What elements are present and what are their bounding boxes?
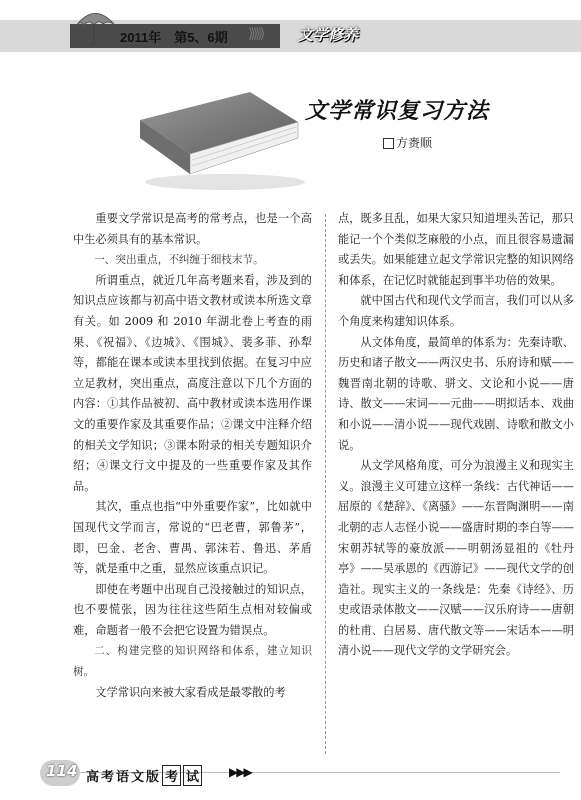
paragraph: 从文学风格角度，可分为浪漫主义和现实主义。浪漫主义可建立这样一条线：古代神话——屈原的《楚辞》、《离骚》——东晋陶渊明——南北朝的志人志怪小说——盛唐时期的李白等——宋朝苏轼等的豪放派——明朝汤显祖的《牡丹亭》——吴承恩的《西游记》——现代文学的创造社。现实主义的一条线是：先秦《诗经》、历史或语录体散文——汉赋——汉乐府诗——唐朝的杜甫、白居易、唐代散文等——宋话本——明清小说——现代文学的文学研究会。 <box>338 459 574 658</box>
paragraph: 从文体角度，最简单的体系为：先秦诗歌、历史和诸子散文——两汉史书、乐府诗和赋——魏晋南北朝的诗歌、骈文、文论和小说——唐诗、散文——宋词——元曲——明拟话本、戏曲和小说——清小说——现代戏剧、诗歌和散文小说。 <box>338 335 574 452</box>
header-arrows: ⟫⟫⟫ <box>248 26 263 42</box>
footer-arrows: ▶▶▶ <box>229 765 251 779</box>
article-title: 文学常识复习方法 <box>305 99 490 124</box>
author-box-icon <box>383 138 394 149</box>
paragraph: 就中国古代和现代文学而言，我们可以从多个角度来构建知识体系。 <box>338 294 574 328</box>
page-number: 114 <box>46 762 78 780</box>
paragraph: 文学常识向来被大家看成是最零散的考 <box>95 685 286 699</box>
issue-label: 2011年 第5、6期 <box>120 30 228 45</box>
column-divider <box>325 214 326 754</box>
paragraph: 所谓重点，就近几年高考题来看，涉及到的知识点应该都与初高中语文教材或读本所选文章有关。如 2009 和 2010 年湖北卷上考查的雨果、《祝福》、《边城》、《围城》、裴多菲、孙犁等，都能在课本或读本里找到依据。在复习中应立足教材，突出重点，高度注意以下几个方面的内容：①其作品被初、高中教材或读本选用作课文的重要作家及其重要作品；②课文中注释介绍的相关文学知识；③课本附录的相关专题知识介绍；④课文行文中提及的一些重要作家及其作品。 <box>73 273 312 493</box>
section-heading: 二、构建完整的知识网络和体系，建立知识树。 <box>73 645 312 679</box>
book-illustration <box>130 82 305 192</box>
paragraph: 点，既多且乱，如果大家只知道埋头苦记，那只能记一个个类似芝麻般的小点，而且很容易遗漏或丢失。如果能建立起文学常识完整的知识网络和体系，在记忆时就能起到事半功倍的效果。 <box>338 212 574 287</box>
right-column <box>338 209 574 662</box>
magazine-name <box>86 765 203 786</box>
paragraph: 重要文学常识是高考的常考点，也是一个高中生必须具有的基本常识。 <box>73 212 312 246</box>
left-column <box>73 209 312 703</box>
umbrella-icon <box>72 6 116 48</box>
section-heading: 一、突出重点，不纠缠于细枝末节。 <box>94 254 264 267</box>
magazine-name-box: 试 <box>183 765 202 786</box>
magazine-name-main: 高考语文版 <box>86 770 162 785</box>
author-name: 方赉顺 <box>396 136 433 150</box>
column-name: 文学修养 <box>298 26 359 44</box>
paragraph: 其次，重点也指“中外重要作家”，比如就中国现代文学而言，常说的“巴老曹，郭鲁茅”，即，巴金、老舍、曹禺、郭沫若、鲁迅、茅盾等，就是重中之重，显然应该重点识记。 <box>73 500 312 576</box>
paragraph: 即使在考题中出现自己没接触过的知识点，也不要慌张，因为往往这些陌生点相对较偏或难，命题者一般不会把它设置为错误点。 <box>73 582 312 637</box>
magazine-name-box: 考 <box>162 765 181 786</box>
article-author <box>383 134 432 151</box>
